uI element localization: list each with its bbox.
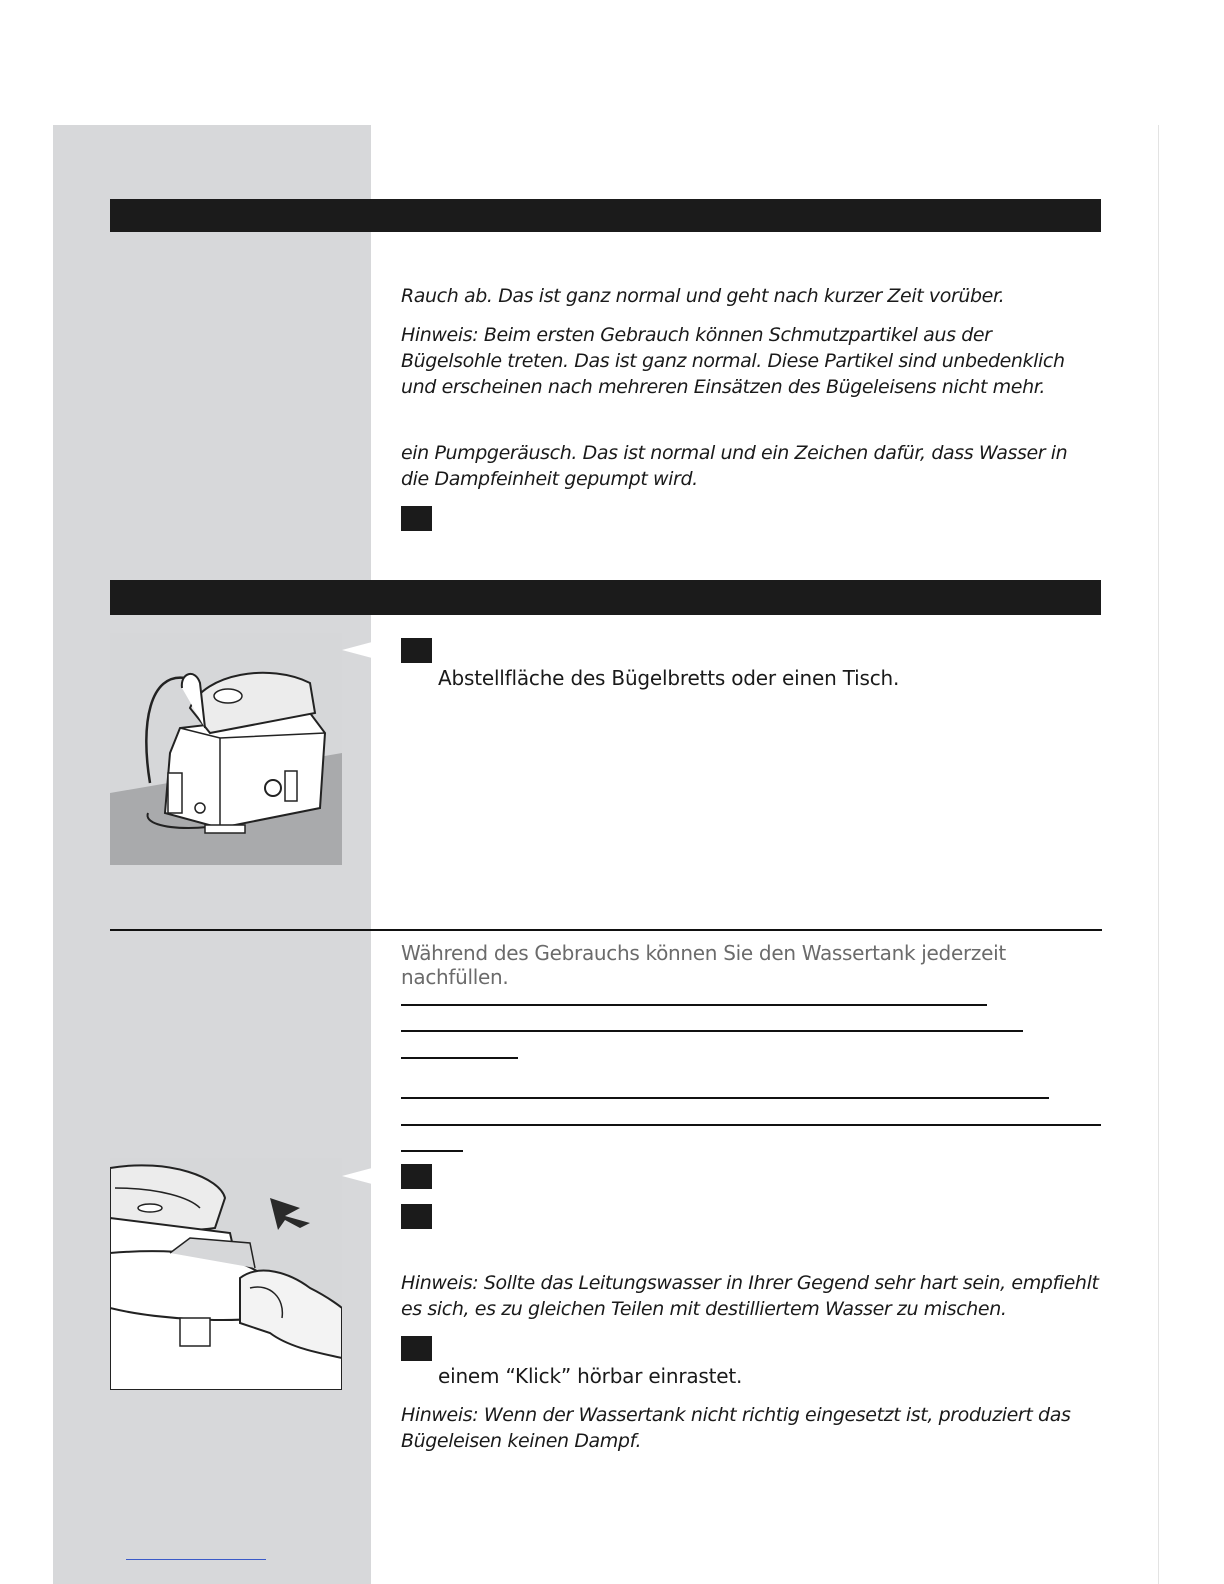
text-underline-3 — [401, 1057, 518, 1059]
water-tank-illustration — [110, 1158, 342, 1390]
section-divider — [110, 929, 1102, 931]
text-underline-1 — [401, 1004, 987, 1006]
text-underline-2 — [401, 1030, 1023, 1032]
pump-paragraph: ein Pumpgeräusch. Das ist normal und ein Zeichen dafür, dass Wasser in die Dampfeinheit gepumpt wird. — [401, 442, 1068, 490]
hard-water-note: Hinweis: Sollte das Leitungswasser in Ihrer Gegend sehr hart sein, empfiehlt es sich, es zu gleichen Teilen mit destilliertem Wasser zu mischen. — [401, 1272, 1099, 1320]
step-marker-1 — [401, 506, 432, 531]
callout-pointer-1 — [342, 642, 372, 658]
steam-station-illustration — [110, 633, 342, 865]
smoke-paragraph: Rauch ab. Das ist ganz normal und geht nach kurzer Zeit vorüber. — [401, 285, 1005, 307]
text-underline-6 — [401, 1150, 463, 1152]
water-tank-drawing — [110, 1158, 342, 1390]
step-marker-5 — [401, 1336, 432, 1361]
section-header-bar-2 — [110, 580, 1101, 615]
text-underline-4 — [401, 1097, 1049, 1099]
refill-intro: Während des Gebrauchs können Sie den Wassertank jederzeit nachfüllen. — [401, 941, 1006, 989]
no-steam-note: Hinweis: Wenn der Wassertank nicht richtig eingesetzt ist, produziert das Bügeleisen keinen Dampf. — [401, 1404, 1071, 1452]
text-underline-5 — [401, 1124, 1101, 1126]
footer-link-underline — [126, 1559, 266, 1560]
section-header-bar-1 — [110, 199, 1101, 232]
step-place-on-surface: Abstellfläche des Bügelbretts oder einen Tisch. — [438, 666, 900, 690]
callout-pointer-2 — [342, 1168, 372, 1184]
step-marker-2 — [401, 638, 432, 663]
step-marker-3 — [401, 1164, 432, 1189]
particles-note: Hinweis: Beim ersten Gebrauch können Schmutzpartikel aus der Bügelsohle treten. Das ist ganz normal. Diese Partikel sind unbedenklich und erscheinen nach mehreren Einsätzen des Bügeleisens nicht mehr. — [401, 324, 1065, 398]
right-margin-line — [1158, 125, 1159, 1584]
step-marker-4 — [401, 1204, 432, 1229]
steam-station-drawing — [110, 633, 342, 865]
step-click-in-place: einem “Klick” hörbar einrastet. — [438, 1364, 743, 1388]
